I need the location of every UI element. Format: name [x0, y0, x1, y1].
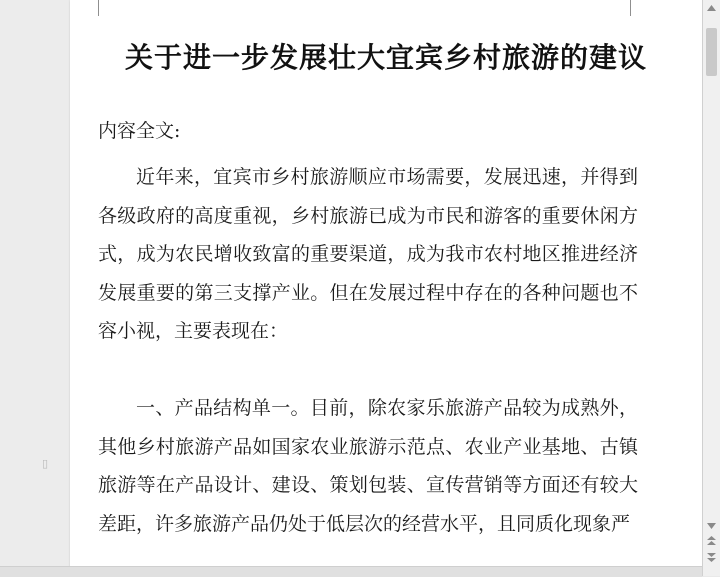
page-marker-icon: ▯ — [42, 457, 49, 470]
left-margin-strip — [0, 0, 70, 576]
arrow-up-icon — [707, 5, 716, 11]
scroll-down-button[interactable] — [705, 520, 718, 534]
crop-mark-right — [630, 0, 631, 16]
next-page-button[interactable] — [705, 552, 718, 566]
previous-page-button[interactable] — [705, 536, 718, 550]
horizontal-scrollbar[interactable] — [0, 566, 702, 577]
paragraph-intro: 近年来，宜宾市乡村旅游顺应市场需要，发展迅速，并得到各级政府的高度重视，乡村旅游已成为市民和游客的重要休闲方式，成为农民增收致富的重要渠道，成为我市农村地区推进经济发展重要的第三支撑产业。但在发展过程中存在的各种问题也不容小视，主要表现在： — [98, 166, 638, 342]
double-arrow-down-icon — [707, 552, 716, 562]
scroll-up-button[interactable] — [705, 2, 718, 16]
paragraph-product-structure: 一、产品结构单一。目前，除农家乐旅游产品较为成熟外，其他乡村旅游产品如国家农业旅游示范点、农业产业基地、古镇旅游等在产品设计、建设、策划包装、宣传营销等方面还有较大差距，许多旅游产品仍处于低层次的经营水平，且同质化现象严 — [98, 397, 638, 535]
arrow-down-icon — [707, 523, 716, 529]
vertical-scrollbar[interactable] — [702, 0, 720, 576]
document-title: 关于进一步发展壮大宜宾乡村旅游的建议 — [124, 41, 647, 74]
scrollbar-thumb[interactable] — [706, 28, 717, 76]
content-label: 内容全文: — [98, 120, 181, 142]
document-page[interactable] — [70, 0, 702, 576]
double-arrow-up-icon — [707, 536, 716, 546]
crop-mark-left — [98, 0, 99, 16]
